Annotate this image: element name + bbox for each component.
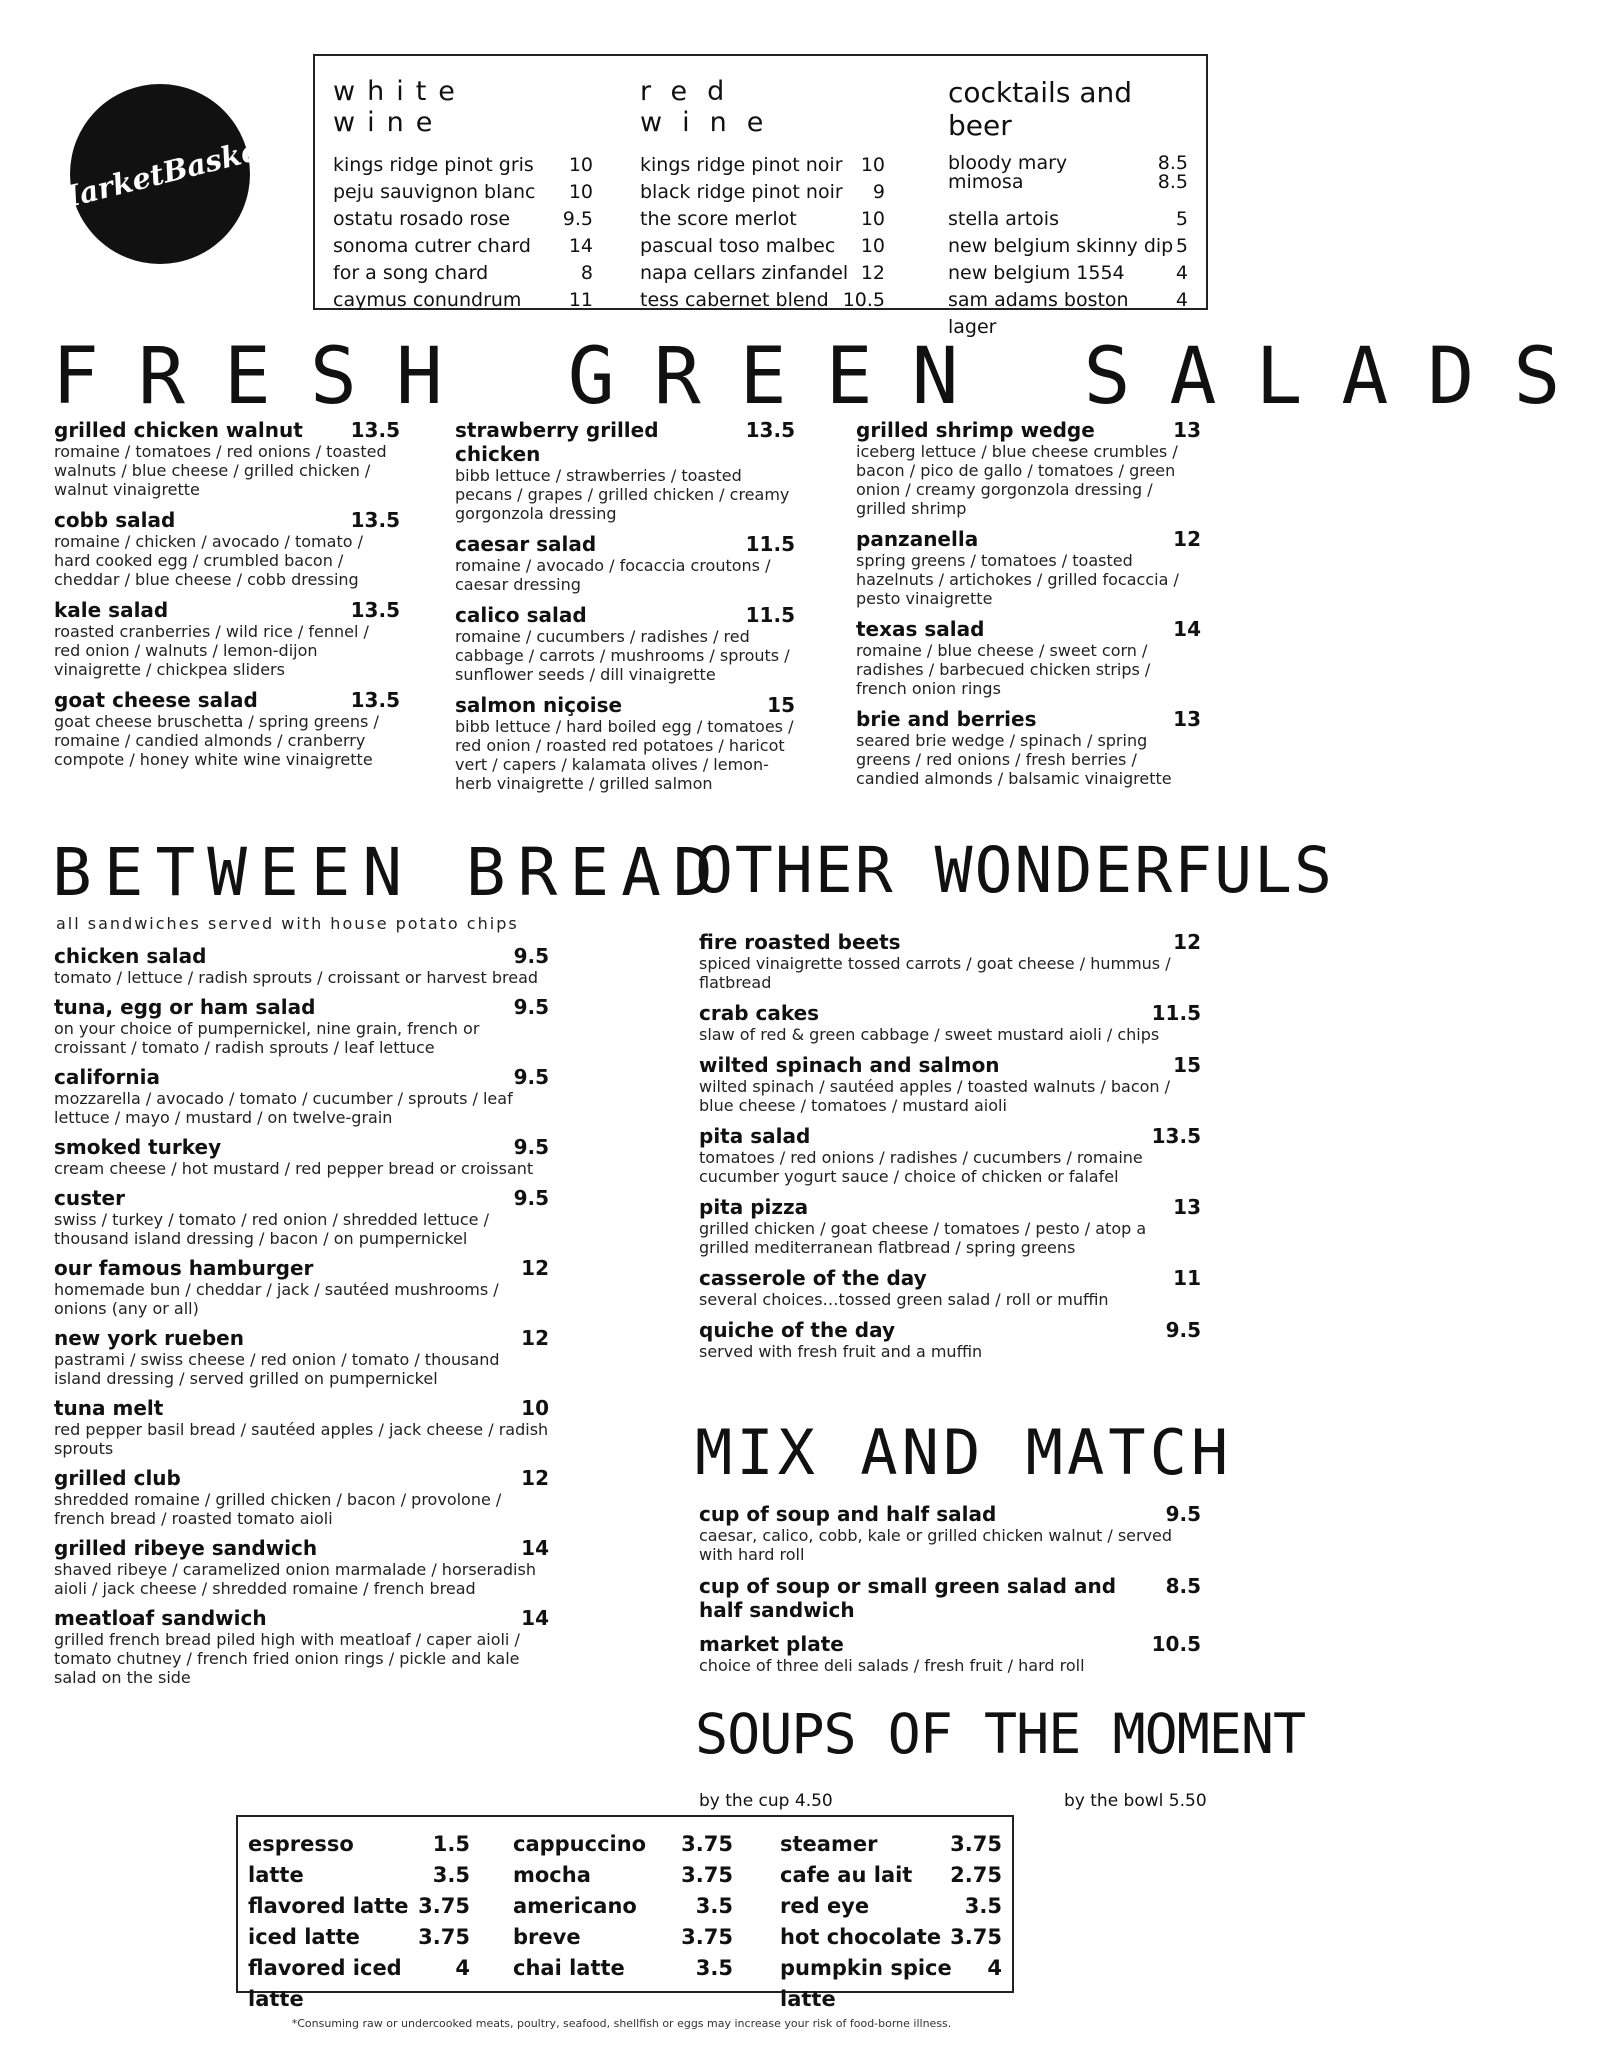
- salad-item-header: [856, 707, 1201, 731]
- sandwich-item-header: [54, 1326, 549, 1350]
- sandwich-item-header-name: new york rueben: [54, 1326, 244, 1350]
- red-wine-column: [640, 76, 885, 314]
- red-wine-item: [640, 287, 885, 314]
- red-wine-item-name: tess cabernet blend: [640, 289, 829, 311]
- salad-item-header-price: 11.5: [745, 532, 795, 556]
- other-item-header: [699, 1053, 1201, 1077]
- other-list: [699, 930, 1201, 1370]
- other-item-description: wilted spinach / sautéed apples / toasted walnuts / bacon / blue cheese / tomatoes / mustard aioli: [699, 1077, 1171, 1115]
- coffee-item-name: espresso: [248, 1832, 354, 1856]
- coffee-item-name: pumpkin spice latte: [780, 1956, 952, 2011]
- salad-item: [54, 508, 400, 589]
- other-item-header-price: 13: [1173, 1195, 1201, 1219]
- sandwich-item: [54, 944, 549, 987]
- salad-item-header-price: 13.5: [350, 508, 400, 532]
- sandwich-item-description: on your choice of pumpernickel, nine grain, french or croissant / tomato / radish sprouts / leaf lettuce: [54, 1019, 480, 1057]
- salad-item-description: iceberg lettuce / blue cheese crumbles / bacon / pico de gallo / tomatoes / green onion / creamy gorgonzola dressing / grilled shrimp: [856, 442, 1178, 518]
- sandwich-item-header-name: meatloaf sandwich: [54, 1606, 267, 1630]
- salads-column-2: [455, 418, 795, 802]
- drink-item-price: 4: [1175, 262, 1188, 284]
- white-wine-item: [333, 260, 593, 287]
- salad-item-description: romaine / cucumbers / radishes / red cabbage / carrots / mushrooms / sprouts / sunflower seeds / dill vinaigrette: [455, 627, 790, 684]
- white-wine-item-price: 8: [580, 262, 593, 284]
- sandwich-item-description: red pepper basil bread / sautéed apples / jack cheese / radish sprouts: [54, 1420, 549, 1458]
- coffee-item: [248, 1891, 470, 1922]
- white-wine-item-price: 11: [568, 289, 593, 311]
- drink-item-price: 4: [1175, 289, 1188, 311]
- sandwich-item-header-price: 9.5: [513, 1186, 549, 1210]
- coffee-item-price: 4: [987, 1956, 1002, 1980]
- sandwich-item-description: shaved ribeye / caramelized onion marmalade / horseradish aioli / jack cheese / shredded romaine / french bread: [54, 1560, 536, 1598]
- salad-item-header: [455, 532, 795, 556]
- other-item-description: tomatoes / red onions / radishes / cucumbers / romaine cucumber yogurt sauce / choice of chicken or falafel: [699, 1148, 1143, 1186]
- red-wine-item: [640, 179, 885, 206]
- coffee-column-2: [513, 1829, 733, 1984]
- coffee-item: [780, 1891, 1002, 1922]
- drink-item-name: mimosa: [948, 171, 1024, 193]
- salad-item-header: [54, 418, 400, 442]
- salad-item-header-price: 12: [1173, 527, 1201, 551]
- salad-item: [455, 418, 795, 523]
- sandwich-item: [54, 1396, 549, 1458]
- salad-item-header-name: kale salad: [54, 598, 169, 622]
- mix-item: [699, 1502, 1201, 1564]
- other-item-header: [699, 1195, 1201, 1219]
- other-item-header-name: pita salad: [699, 1124, 811, 1148]
- salad-item-header-price: 15: [767, 693, 795, 717]
- sandwich-item-header: [54, 1536, 549, 1560]
- salad-item-header-price: 13.5: [350, 418, 400, 442]
- other-item-header-price: 9.5: [1165, 1318, 1201, 1342]
- coffee-item-price: 3.5: [695, 1956, 733, 1980]
- logo-text: MarketBasket: [44, 129, 276, 219]
- disclaimer: *Consuming raw or undercooked meats, poultry, seafood, shellfish or eggs may increase your risk of food-borne illness.: [291, 2017, 952, 2030]
- other-item: [699, 1053, 1201, 1115]
- salad-item-header-name: grilled chicken walnut: [54, 418, 303, 442]
- salad-item: [455, 532, 795, 594]
- other-item-header-name: fire roasted beets: [699, 930, 901, 954]
- salad-item: [455, 693, 795, 793]
- salad-item: [54, 418, 400, 499]
- other-item-header: [699, 1001, 1201, 1025]
- sandwich-item-header: [54, 1466, 549, 1490]
- sandwich-item-header-price: 14: [521, 1536, 549, 1560]
- salad-item: [856, 527, 1201, 608]
- salad-item-header: [856, 527, 1201, 551]
- sandwich-item-header-name: tuna melt: [54, 1396, 164, 1420]
- sandwich-item-description: cream cheese / hot mustard / red pepper bread or croissant: [54, 1159, 534, 1178]
- mix-item-header: [699, 1632, 1201, 1656]
- other-item-description: served with fresh fruit and a muffin: [699, 1342, 983, 1361]
- drink-item-name: sam adams boston lager: [948, 289, 1129, 338]
- coffee-item-name: iced latte: [248, 1925, 360, 1949]
- soup-bowl-price: by the bowl 5.50: [1064, 1791, 1207, 1811]
- bread-subtitle: all sandwiches served with house potato chips: [56, 914, 519, 933]
- sandwich-item-header: [54, 1065, 549, 1089]
- drinks-box: [313, 54, 1208, 338]
- drink-item: [948, 260, 1188, 287]
- red-wine-item: [640, 233, 885, 260]
- salad-item-header-price: 13.5: [350, 598, 400, 622]
- salad-item-description: romaine / tomatoes / red onions / toasted walnuts / blue cheese / grilled chicken / walnut vinaigrette: [54, 442, 387, 499]
- mix-item-header-name: market plate: [699, 1632, 844, 1656]
- other-item-header-name: wilted spinach and salmon: [699, 1053, 1000, 1077]
- red-wine-item-price: 9: [872, 181, 885, 203]
- sandwich-item-header-price: 12: [521, 1466, 549, 1490]
- coffee-item-price: 3.75: [681, 1832, 733, 1856]
- coffee-box: [236, 1815, 1014, 2011]
- salad-item-header-price: 13: [1173, 707, 1201, 731]
- other-item-header-name: casserole of the day: [699, 1266, 927, 1290]
- coffee-item-price: 3.75: [950, 1925, 1002, 1949]
- sandwich-item-header-price: 14: [521, 1606, 549, 1630]
- salad-item: [54, 598, 400, 679]
- white-wine-item: [333, 179, 593, 206]
- coffee-item: [780, 1922, 1002, 1953]
- other-item-header-name: quiche of the day: [699, 1318, 895, 1342]
- sandwich-item-header-price: 10: [521, 1396, 549, 1420]
- white-wine-item-name: sonoma cutrer chard: [333, 235, 531, 257]
- drink-item-price: 5: [1175, 208, 1188, 230]
- other-item: [699, 1195, 1201, 1257]
- sandwich-item-header-name: grilled club: [54, 1466, 181, 1490]
- coffee-item-price: 3.5: [695, 1894, 733, 1918]
- salad-item-header-price: 13.5: [745, 418, 795, 442]
- coffee-item-price: 3.75: [418, 1894, 470, 1918]
- white-wine-column: [333, 76, 593, 314]
- red-wine-item-price: 10: [860, 154, 885, 176]
- other-item-header-price: 11.5: [1151, 1001, 1201, 1025]
- salad-item-header-name: calico salad: [455, 603, 587, 627]
- salad-item-header: [455, 418, 795, 466]
- cocktails-title: cocktails and beer: [948, 76, 1132, 142]
- sandwich-item: [54, 1065, 549, 1127]
- mix-item-header-name: cup of soup and half salad: [699, 1502, 997, 1526]
- sandwich-item: [54, 1536, 549, 1598]
- sandwich-item: [54, 1326, 549, 1388]
- other-item-header-name: crab cakes: [699, 1001, 820, 1025]
- coffee-item: [780, 1860, 1002, 1891]
- sandwich-item-header-price: 9.5: [513, 944, 549, 968]
- other-item-description: spiced vinaigrette tossed carrots / goat cheese / hummus / flatbread: [699, 954, 1171, 992]
- sandwich-item-header-price: 9.5: [513, 1135, 549, 1159]
- coffee-column-3: [780, 1829, 1002, 2015]
- red-wine-item: [640, 152, 885, 179]
- salad-item: [455, 603, 795, 684]
- salad-item-header-price: 14: [1173, 617, 1201, 641]
- mix-item: [699, 1574, 1201, 1622]
- white-wine-item-price: 10: [568, 181, 593, 203]
- coffee-item: [248, 1922, 470, 1953]
- salad-item: [856, 707, 1201, 788]
- coffee-item-name: steamer: [780, 1832, 878, 1856]
- salad-item: [54, 688, 400, 769]
- sandwich-item: [54, 1606, 549, 1687]
- sandwich-item-header: [54, 1135, 549, 1159]
- mix-item-header: [699, 1574, 1201, 1622]
- coffee-item-price: 3.75: [681, 1863, 733, 1887]
- sandwich-item: [54, 1256, 549, 1318]
- sandwich-item-header-price: 9.5: [513, 1065, 549, 1089]
- logo: [44, 84, 276, 264]
- coffee-item: [513, 1829, 733, 1860]
- other-item-header-name: pita pizza: [699, 1195, 809, 1219]
- red-wine-item-name: pascual toso malbec: [640, 235, 836, 257]
- coffee-column-1: [248, 1829, 470, 2015]
- other-item: [699, 1318, 1201, 1361]
- red-wine-item-name: kings ridge pinot noir: [640, 154, 843, 176]
- other-item: [699, 1266, 1201, 1309]
- salads-column-3: [856, 418, 1201, 797]
- soups-heading: SOUPS OF THE MOMENT: [695, 1702, 1306, 1766]
- salad-item-description: roasted cranberries / wild rice / fennel / red onion / walnuts / lemon-dijon vinaigrette / chickpea sliders: [54, 622, 369, 679]
- coffee-item-name: breve: [513, 1925, 581, 1949]
- salad-item-description: romaine / chicken / avocado / tomato / hard cooked egg / crumbled bacon / cheddar / blue cheese / cobb dressing: [54, 532, 363, 589]
- mix-item-header: [699, 1502, 1201, 1526]
- salad-item-header-name: brie and berries: [856, 707, 1037, 731]
- salad-item-header: [856, 617, 1201, 641]
- sandwich-item-description: pastrami / swiss cheese / red onion / tomato / thousand island dressing / served grilled on pumpernickel: [54, 1350, 500, 1388]
- salad-item-description: spring greens / tomatoes / toasted hazelnuts / artichokes / grilled focaccia / pesto vinaigrette: [856, 551, 1179, 608]
- white-wine-item-name: caymus conundrum: [333, 289, 522, 311]
- sandwich-item-description: tomato / lettuce / radish sprouts / croissant or harvest bread: [54, 968, 539, 987]
- salad-item-header-name: goat cheese salad: [54, 688, 258, 712]
- coffee-item: [780, 1953, 1002, 2015]
- coffee-item-name: cafe au lait: [780, 1863, 913, 1887]
- salad-item-header: [455, 603, 795, 627]
- red-wine-item-price: 10: [860, 235, 885, 257]
- other-item-description: grilled chicken / goat cheese / tomatoes / pesto / atop a grilled mediterranean flatbread / spring greens: [699, 1219, 1147, 1257]
- salad-item-description: romaine / avocado / focaccia croutons / caesar dressing: [455, 556, 771, 594]
- coffee-item-price: 4: [455, 1956, 470, 1980]
- coffee-item-price: 1.5: [432, 1832, 470, 1856]
- coffee-item-price: 3.5: [432, 1863, 470, 1887]
- sandwich-item-header-price: 9.5: [513, 995, 549, 1019]
- white-wine-item: [333, 233, 593, 260]
- red-wine-item-price: 10: [860, 208, 885, 230]
- salad-item: [856, 418, 1201, 518]
- mix-heading: MIX AND MATCH: [695, 1416, 1233, 1489]
- salad-item-header-name: cobb salad: [54, 508, 176, 532]
- red-wine-item-name: the score merlot: [640, 208, 797, 230]
- drink-item-price: 8.5: [1157, 152, 1188, 174]
- sandwich-item-header-name: tuna, egg or ham salad: [54, 995, 316, 1019]
- other-item-header: [699, 930, 1201, 954]
- mix-item-header-price: 8.5: [1165, 1574, 1201, 1598]
- salad-item-header: [54, 688, 400, 712]
- sandwich-item: [54, 995, 549, 1057]
- coffee-item-name: latte: [248, 1863, 304, 1887]
- drink-item-price: 5: [1175, 235, 1188, 257]
- coffee-item-price: 3.5: [964, 1894, 1002, 1918]
- other-item-description: several choices…tossed green salad / roll or muffin: [699, 1290, 1109, 1309]
- red-wine-item-price: 10.5: [842, 289, 885, 311]
- drink-item-name: bloody mary: [948, 152, 1068, 174]
- coffee-item: [513, 1860, 733, 1891]
- red-wine-item-name: black ridge pinot noir: [640, 181, 843, 203]
- other-item-header-price: 13.5: [1151, 1124, 1201, 1148]
- red-wine-item: [640, 260, 885, 287]
- salads-column-1: [54, 418, 400, 778]
- salad-item-description: bibb lettuce / strawberries / toasted pecans / grapes / grilled chicken / creamy gorgonzola dressing: [455, 466, 790, 523]
- other-item-header: [699, 1266, 1201, 1290]
- white-wine-item: [333, 287, 593, 314]
- salad-item-description: bibb lettuce / hard boiled egg / tomatoes / red onion / roasted red potatoes / haricot vert / capers / kalamata olives / lemon-herb vinaigrette / grilled salmon: [455, 717, 794, 793]
- sandwich-item-header-name: smoked turkey: [54, 1135, 222, 1159]
- salad-item: [856, 617, 1201, 698]
- drink-item-name: new belgium skinny dip: [948, 235, 1174, 257]
- sandwich-item-header-price: 12: [521, 1326, 549, 1350]
- sandwich-item: [54, 1135, 549, 1178]
- soup-cup-price: by the cup 4.50: [699, 1791, 833, 1811]
- red-wine-item-price: 12: [860, 262, 885, 284]
- coffee-item: [248, 1860, 470, 1891]
- drink-item: [948, 233, 1188, 260]
- red-wine-item-name: napa cellars zinfandel: [640, 262, 849, 284]
- sandwich-item-header-price: 12: [521, 1256, 549, 1280]
- coffee-item-price: 3.75: [681, 1925, 733, 1949]
- drink-item-name: new belgium 1554: [948, 262, 1125, 284]
- salad-item-description: romaine / blue cheese / sweet corn / radishes / barbecued chicken strips / french onion rings: [856, 641, 1151, 698]
- coffee-item-name: flavored iced latte: [248, 1956, 402, 2011]
- coffee-item: [248, 1829, 470, 1860]
- sandwich-item-header: [54, 1256, 549, 1280]
- drink-item-price: 8.5: [1157, 171, 1188, 193]
- coffee-item-name: flavored latte: [248, 1894, 409, 1918]
- sandwich-item-description: shredded romaine / grilled chicken / bacon / provolone / french bread / roasted tomato aioli: [54, 1490, 502, 1528]
- bread-list: [54, 944, 549, 1695]
- coffee-item: [780, 1829, 1002, 1860]
- drink-item: [948, 169, 1188, 196]
- sandwich-item: [54, 1186, 549, 1248]
- mix-item-header-price: 9.5: [1165, 1502, 1201, 1526]
- drink-item: [948, 206, 1188, 233]
- sandwich-item-description: grilled french bread piled high with meatloaf / caper aioli / tomato chutney / french fried onion rings / pickle and kale salad on the side: [54, 1630, 520, 1687]
- other-heading: OTHER WONDERFULS: [695, 834, 1334, 907]
- salad-item-header: [54, 508, 400, 532]
- mix-item-description: caesar, calico, cobb, kale or grilled chicken walnut / served with hard roll: [699, 1526, 1173, 1564]
- logo-mark: [44, 84, 276, 264]
- salad-item-description: goat cheese bruschetta / spring greens / romaine / candied almonds / cranberry compote / honey white wine vinaigrette: [54, 712, 379, 769]
- red-wine-title: red wine: [640, 76, 784, 138]
- sandwich-item-header-name: custer: [54, 1186, 125, 1210]
- salad-item-header: [856, 418, 1201, 442]
- other-item-header-price: 15: [1173, 1053, 1201, 1077]
- white-wine-item-price: 9.5: [562, 208, 593, 230]
- coffee-item-name: cappuccino: [513, 1832, 647, 1856]
- other-item: [699, 1124, 1201, 1186]
- sandwich-item-header: [54, 1606, 549, 1630]
- coffee-item-name: red eye: [780, 1894, 870, 1918]
- salad-item-header-name: grilled shrimp wedge: [856, 418, 1095, 442]
- coffee-item-name: mocha: [513, 1863, 591, 1887]
- salads-heading: FRESH GREEN SALADS: [52, 332, 1599, 422]
- bread-heading: BETWEEN BREAD: [52, 834, 725, 911]
- white-wine-item-price: 14: [568, 235, 593, 257]
- coffee-item: [513, 1953, 733, 1984]
- sandwich-item-header: [54, 1186, 549, 1210]
- sandwich-item-description: swiss / turkey / tomato / red onion / shredded lettuce / thousand island dressing / bacon / on pumpernickel: [54, 1210, 489, 1248]
- sandwich-item-header: [54, 944, 549, 968]
- coffee-item-price: 2.75: [950, 1863, 1002, 1887]
- salad-item-header-name: strawberry grilled chicken: [455, 418, 659, 466]
- white-wine-title: white wine: [333, 76, 467, 138]
- sandwich-item-header-name: grilled ribeye sandwich: [54, 1536, 318, 1560]
- salad-item-header-name: salmon niçoise: [455, 693, 623, 717]
- white-wine-item: [333, 152, 593, 179]
- red-wine-item: [640, 206, 885, 233]
- coffee-item-name: hot chocolate: [780, 1925, 942, 1949]
- other-item-header: [699, 1318, 1201, 1342]
- white-wine-item-name: ostatu rosado rose: [333, 208, 511, 230]
- other-item-header: [699, 1124, 1201, 1148]
- sandwich-item-header: [54, 995, 549, 1019]
- other-item-header-price: 11: [1173, 1266, 1201, 1290]
- coffee-item: [248, 1953, 470, 2015]
- salad-item-header-name: texas salad: [856, 617, 985, 641]
- sandwich-item-header-name: our famous hamburger: [54, 1256, 314, 1280]
- white-wine-item-name: peju sauvignon blanc: [333, 181, 536, 203]
- other-item-description: slaw of red & green cabbage / sweet mustard aioli / chips: [699, 1025, 1160, 1044]
- mix-item-header-price: 10.5: [1151, 1632, 1201, 1656]
- sandwich-item-header-name: california: [54, 1065, 160, 1089]
- sandwich-item-description: mozzarella / avocado / tomato / cucumber / sprouts / leaf lettuce / mayo / mustard / on twelve-grain: [54, 1089, 513, 1127]
- sandwich-item-header-name: chicken salad: [54, 944, 207, 968]
- mix-item: [699, 1632, 1201, 1675]
- cocktails-column: [948, 76, 1188, 341]
- white-wine-item-name: for a song chard: [333, 262, 489, 284]
- sandwich-item-description: homemade bun / cheddar / jack / sautéed mushrooms / onions (any or all): [54, 1280, 499, 1318]
- mix-item-header-name: cup of soup or small green salad and half sandwich: [699, 1574, 1117, 1622]
- salad-item-header-price: 13: [1173, 418, 1201, 442]
- white-wine-item: [333, 206, 593, 233]
- drink-item-name: stella artois: [948, 208, 1059, 230]
- salad-item-header: [455, 693, 795, 717]
- other-item-header-price: 12: [1173, 930, 1201, 954]
- coffee-item-name: americano: [513, 1894, 637, 1918]
- salad-item-description: seared brie wedge / spinach / spring greens / red onions / fresh berries / candied almonds / balsamic vinaigrette: [856, 731, 1172, 788]
- other-item: [699, 930, 1201, 992]
- coffee-item: [513, 1891, 733, 1922]
- coffee-item-price: 3.75: [418, 1925, 470, 1949]
- salad-item-header-name: panzanella: [856, 527, 979, 551]
- salad-item-header-price: 13.5: [350, 688, 400, 712]
- mix-item-description: choice of three deli salads / fresh fruit / hard roll: [699, 1656, 1085, 1675]
- salad-item-header-price: 11.5: [745, 603, 795, 627]
- other-item: [699, 1001, 1201, 1044]
- salad-item-header: [54, 598, 400, 622]
- white-wine-item-price: 10: [568, 154, 593, 176]
- coffee-item-name: chai latte: [513, 1956, 625, 1980]
- coffee-item: [513, 1922, 733, 1953]
- coffee-item-price: 3.75: [950, 1832, 1002, 1856]
- sandwich-item: [54, 1466, 549, 1528]
- salad-item-header-name: caesar salad: [455, 532, 597, 556]
- sandwich-item-header: [54, 1396, 549, 1420]
- white-wine-item-name: kings ridge pinot gris: [333, 154, 534, 176]
- mix-list: [699, 1502, 1201, 1685]
